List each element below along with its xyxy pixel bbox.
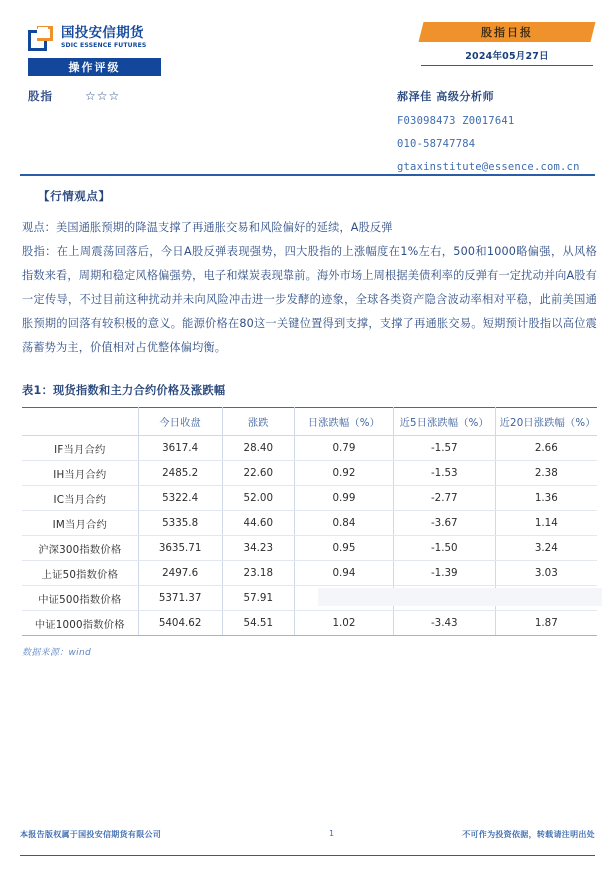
- table-row: [22, 511, 597, 536]
- logo-name-cn: 国投安信期货: [61, 25, 144, 41]
- col-header-name: [22, 408, 138, 436]
- section-title-market-view: 【行情观点】: [38, 189, 111, 203]
- company-logo: [28, 26, 146, 52]
- cell-close: 5371.37: [138, 586, 222, 611]
- report-footer: [20, 829, 595, 856]
- cell-pct-5d: -3.43: [393, 611, 495, 636]
- cell-name: 沪深300指数价格: [22, 536, 138, 561]
- cell-change: 34.23: [222, 536, 294, 561]
- cell-close: 2485.2: [138, 461, 222, 486]
- table-row: [22, 461, 597, 486]
- cell-pct-day: 0.79: [295, 436, 394, 461]
- cell-pct-5d: -1.39: [393, 561, 495, 586]
- table-row: [22, 611, 597, 636]
- logo-mark-icon: [28, 26, 54, 52]
- col-header-change: 涨跌: [222, 408, 294, 436]
- analyst-certificate: F03098473 Z0017641: [397, 115, 515, 127]
- cell-pct-20d: 1.14: [495, 511, 597, 536]
- cell-close: 2497.6: [138, 561, 222, 586]
- col-header-close: 今日收盘: [138, 408, 222, 436]
- analyst-phone: 010-58747784: [397, 138, 476, 150]
- col-header-pct-20d: 近20日涨跌幅（%）: [495, 408, 597, 436]
- table-header-row: [22, 408, 597, 436]
- analyst-email: gtaxinstitute@essence.com.cn: [397, 161, 580, 173]
- table-row: [22, 436, 597, 461]
- analyst-info: [397, 88, 593, 173]
- col-header-pct-day: 日涨跌幅（%）: [295, 408, 394, 436]
- report-date: 2024年05月27日: [421, 48, 593, 66]
- cell-pct-20d: 3.03: [495, 561, 597, 586]
- paragraph-index: 股指：在上周震荡回落后，今日A股反弹表现强势，四大股指的上涨幅度在1%左右，500和1000略偏强，从风格指数来看，周期和稳定风格偏强势，电子和煤炭表现靠前。海外市场上周根据美债利率的反弹有一定扰动并向A股有一定传导，不过目前这种扰动并未向风险冲击进一步发酵的迹象，全球各类资产隐含波动率相对平稳，此前美国通胀预期的回落有较积极的意义。能源价格在80这一关键位置得到支撑，支撑了再通胀交易。短期预计股指以高位震荡蓄势为主，价值相对占优整体偏均衡。: [22, 245, 597, 354]
- cell-pct-5d: -1.57: [393, 436, 495, 461]
- cell-pct-day: 0.92: [295, 461, 394, 486]
- report-type-badge: [421, 22, 593, 42]
- logo-inner-fill: [38, 27, 48, 38]
- cell-close: 5404.62: [138, 611, 222, 636]
- cell-change: 52.00: [222, 486, 294, 511]
- logo-wordmark: [61, 26, 146, 49]
- rating-row: [28, 88, 120, 104]
- cell-pct-20d: 3.24: [495, 536, 597, 561]
- table-row: [22, 486, 597, 511]
- cell-pct-20d: 1.36: [495, 486, 597, 511]
- cell-pct-20d: 2.38: [495, 461, 597, 486]
- cell-change: 54.51: [222, 611, 294, 636]
- logo-name-en: SDIC ESSENCE FUTURES: [61, 41, 147, 50]
- cell-change: 23.18: [222, 561, 294, 586]
- col-header-pct-5d: 近5日涨跌幅（%）: [393, 408, 495, 436]
- cell-pct-day: 0.84: [295, 511, 394, 536]
- cell-pct-day: 1.02: [295, 611, 394, 636]
- cell-change: 44.60: [222, 511, 294, 536]
- cell-close: 5322.4: [138, 486, 222, 511]
- table-source-note: 数据来源：wind: [22, 648, 91, 658]
- cell-change: 57.91: [222, 586, 294, 611]
- cell-close: 5335.8: [138, 511, 222, 536]
- header-divider: [20, 174, 595, 176]
- cell-name: 上证50指数价格: [22, 561, 138, 586]
- badge-label: 股指日报: [481, 26, 533, 39]
- cell-pct-20d: 2.66: [495, 436, 597, 461]
- rating-instrument-label: 股指: [28, 89, 53, 103]
- cell-pct-5d: -2.77: [393, 486, 495, 511]
- cell-change: 28.40: [222, 436, 294, 461]
- table-caption: 表1：现货指数和主力合约价格及涨跌幅: [22, 384, 226, 397]
- cell-name: IF当月合约: [22, 436, 138, 461]
- cell-change: 22.60: [222, 461, 294, 486]
- cell-name: 中证1000指数价格: [22, 611, 138, 636]
- decorative-band: [318, 588, 602, 606]
- cell-pct-5d: -3.67: [393, 511, 495, 536]
- cell-name: IH当月合约: [22, 461, 138, 486]
- table-row: [22, 561, 597, 586]
- cell-close: 3635.71: [138, 536, 222, 561]
- cell-pct-5d: -1.50: [393, 536, 495, 561]
- report-header: [0, 0, 615, 178]
- table-row: [22, 536, 597, 561]
- cell-name: 中证500指数价格: [22, 586, 138, 611]
- footer-page-number: 1: [328, 829, 335, 838]
- cell-pct-5d: -1.53: [393, 461, 495, 486]
- cell-pct-20d: 1.87: [495, 611, 597, 636]
- operation-rating-banner: 操作评级: [28, 58, 161, 76]
- cell-pct-day: 0.95: [295, 536, 394, 561]
- paragraph-view: 观点：美国通胀预期的降温支撑了再通胀交易和风险偏好的延续，A股反弹: [22, 221, 393, 234]
- footer-disclaimer: 不可作为投资依据，转载请注明出处: [462, 830, 595, 839]
- cell-pct-day: 0.99: [295, 486, 394, 511]
- rating-stars: ☆☆☆: [85, 89, 121, 103]
- cell-close: 3617.4: [138, 436, 222, 461]
- analyst-name: 郝泽佳 高级分析师: [397, 90, 495, 103]
- table-head: [22, 408, 597, 436]
- footer-copyright: 本报告版权属于国投安信期货有限公司: [20, 830, 162, 839]
- cell-name: IM当月合约: [22, 511, 138, 536]
- cell-pct-day: 0.94: [295, 561, 394, 586]
- cell-name: IC当月合约: [22, 486, 138, 511]
